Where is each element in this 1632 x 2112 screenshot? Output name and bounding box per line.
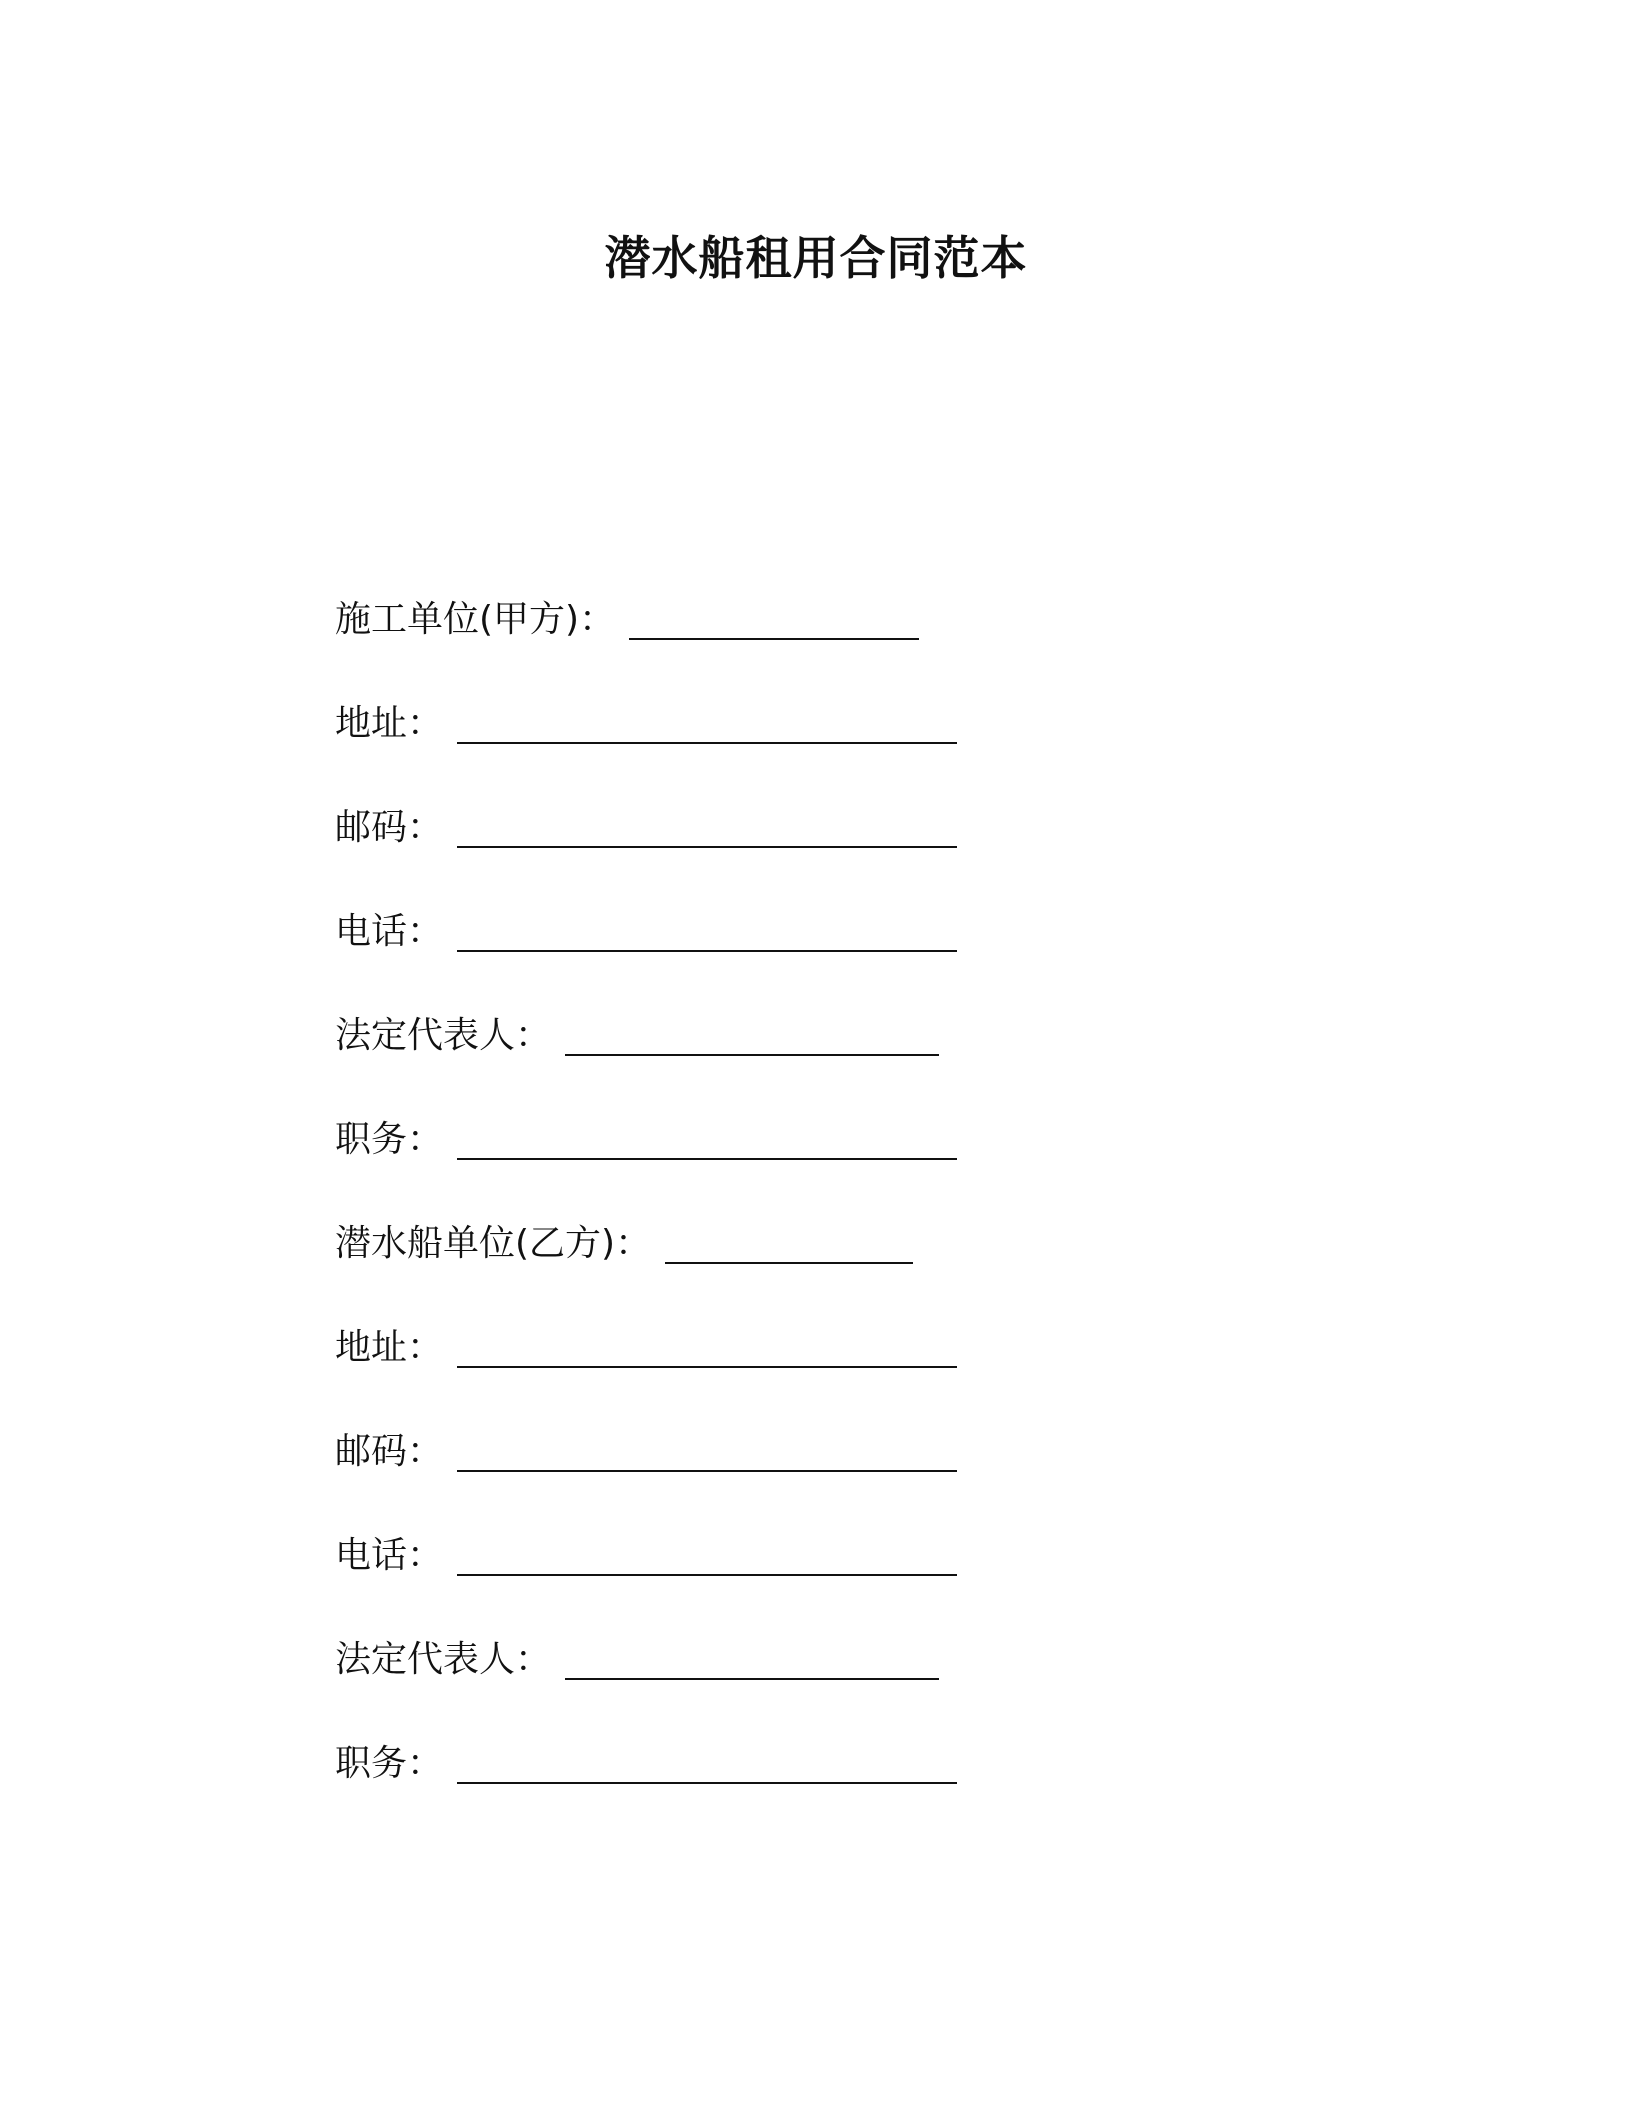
party-b-address-blank[interactable] xyxy=(457,1318,957,1368)
party-b-postcode-blank[interactable] xyxy=(457,1422,957,1472)
party-b-unit-row xyxy=(335,1214,1335,1318)
party-info-form xyxy=(335,590,1335,1838)
party-a-address-blank[interactable] xyxy=(457,694,957,744)
party-b-position-row xyxy=(335,1734,1335,1838)
party-a-legal-rep-label: 法定代表人： xyxy=(335,1015,552,1056)
party-b-address-label: 地址： xyxy=(335,1327,444,1368)
party-b-legal-rep-blank[interactable] xyxy=(565,1630,939,1680)
party-b-position-blank[interactable] xyxy=(457,1734,957,1784)
party-a-position-row xyxy=(335,1110,1335,1214)
party-a-address-label: 地址： xyxy=(335,703,444,744)
party-b-legal-rep-label: 法定代表人： xyxy=(335,1639,552,1680)
party-a-legal-rep-row xyxy=(335,1006,1335,1110)
party-b-postcode-row xyxy=(335,1422,1335,1526)
party-b-position-label: 职务： xyxy=(335,1743,444,1784)
party-a-position-blank[interactable] xyxy=(457,1110,957,1160)
party-a-legal-rep-blank[interactable] xyxy=(565,1006,939,1056)
party-a-position-label: 职务： xyxy=(335,1119,444,1160)
party-b-phone-label: 电话： xyxy=(335,1535,444,1576)
party-a-phone-row xyxy=(335,902,1335,1006)
party-b-phone-blank[interactable] xyxy=(457,1526,957,1576)
party-a-phone-blank[interactable] xyxy=(457,902,957,952)
party-a-postcode-blank[interactable] xyxy=(457,798,957,848)
party-b-legal-rep-row xyxy=(335,1630,1335,1734)
party-b-unit-label: 潜水船单位(乙方)： xyxy=(335,1223,652,1264)
party-a-unit-label: 施工单位(甲方)： xyxy=(335,599,616,640)
party-b-phone-row xyxy=(335,1526,1335,1630)
party-b-postcode-label: 邮码： xyxy=(335,1431,444,1472)
party-a-phone-label: 电话： xyxy=(335,911,444,952)
party-b-unit-blank[interactable] xyxy=(665,1214,913,1264)
party-a-postcode-row xyxy=(335,798,1335,902)
party-a-address-row xyxy=(335,694,1335,798)
party-a-postcode-label: 邮码： xyxy=(335,807,444,848)
party-a-unit-blank[interactable] xyxy=(629,590,919,640)
party-a-unit-row xyxy=(335,590,1335,694)
party-b-address-row xyxy=(335,1318,1335,1422)
document-title: 潜水船租用合同范本 xyxy=(604,231,1028,285)
